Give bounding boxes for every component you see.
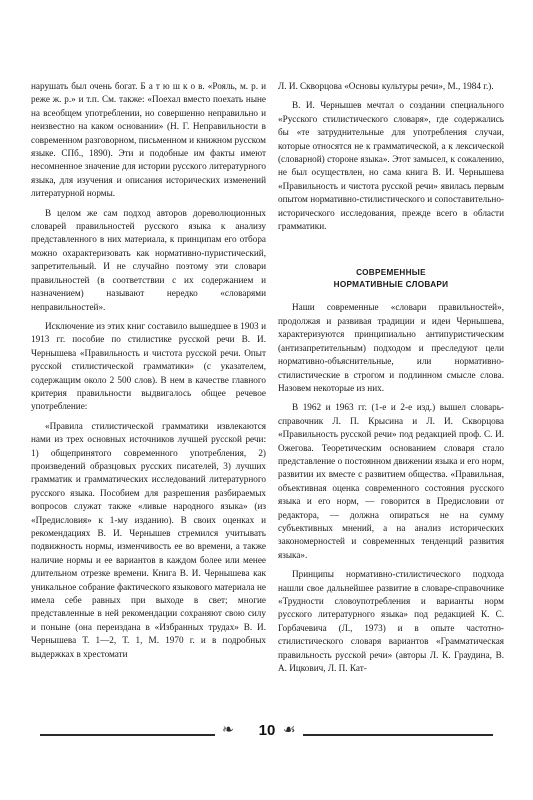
paragraph: Л. И. Скворцова «Основы культуры речи», М., 1984 г.). (278, 81, 494, 91)
paragraph: В. И. Чернышев мечтал о создании специального «Русского стилистического словаря», где содержались бы «те затруднительные для употребления случаи, которые относятся не к грамматической, а к лексической (словарной) стороне языка». Этот замысел, к сожалению, не был осуществлен, но сама книга В. И. Чернышева «Правильность и чистота русской речи» явилась первым опытом нормативно-стилистического и сопоставительно-исторического исследования, прежде всего в области грамматики. (278, 100, 504, 232)
section-heading (278, 267, 504, 291)
flourish-left-icon: ❧ (222, 722, 234, 738)
footer-rule-left (40, 734, 215, 736)
left-column (31, 80, 266, 661)
page-number: 10 (258, 722, 276, 739)
section-heading-line: СОВРЕМЕННЫЕ (356, 268, 426, 278)
paragraph: нарушать был очень богат. Б а т ю ш к о в. «Рояль, м. р. и реже ж. р.» и т.п. См. также: «Поехал вместо поехать ныне на всеобщем употреблении, но совершенно неправильно и неизвестно на каком основании» (Н. Г. Неправильности в современном разговорном, письменном и книжном русском языке. СПб., 1890). Эти и подобные им факты имеют несомненное значение для истории русского литературного языка, для изучения и описания исторических изменений литературной нормы. (31, 81, 266, 199)
footer-rule-right (303, 734, 493, 736)
paragraph: В 1962 и 1963 гг. (1-е и 2-е изд.) вышел словарь-справочник Л. П. Крысина и Л. И. Скворцова «Правильность русской речи» под редакцией проф. С. И. Ожегова. Теоретическим основанием словаря стало представление о постоянном движении языка и его норм, развитии их вместе с развитием общества. «Правильная, объективная оценка современного состояния русского языка и его норм, — говорится в Предисловии от редактора, — должна опираться не на сумму субъективных мнений, а на анализ исторических закономерностей и современных тенденций развития языка». (278, 402, 504, 560)
right-column (278, 80, 504, 675)
section-heading-line: НОРМАТИВНЫЕ СЛОВАРИ (333, 280, 449, 290)
paragraph: Принципы нормативно-стилистического подхода нашли свое дальнейшее развитие в словаре-справочнике «Трудности словоупотребления и варианты норм русского литературного языка» под редакцией К. С. Горбачевича (Л., 1973) и в опыте частотно-стилистического словаря вариантов «Грамматическая правильность русской речи» (авторы Л. К. Граудина, В. А. Ицкович, Л. П. Кат- (278, 569, 504, 674)
paragraph: В целом же сам подход авторов дореволюционных словарей правильностей русского языка к анализу представленного в них материала, к принципам его отбора можно охарактеризовать как нормативно-пуристический, запретительный. И не случайно поэтому эти словари правильностей (в соответствии с их содержанием и назначением) называют нередко «словарями неправильностей». (31, 207, 266, 312)
paragraph: Исключение из этих книг составило вышедшее в 1903 и 1913 гг. пособие по стилистике русской речи В. И. Чернышева «Правильность и чистота русской речи. Опыт русской стилистической грамматики» (с указателем, содержащим около 2 500 слов). В нем в качестве главного критерия правильности выдвигалось общее речевое употребление: (31, 320, 266, 412)
paragraph: «Правила стилистической грамматики извлекаются нами из трех основных источников лучшей русской речи: 1) общепринятого современного употребления, 2) произведений образцовых русских писателей, 3) лучших грамматик и грамматических исследований литературного русского языка. Пособием для разрешения разбираемых вопросов служат также «ливые народного языка» (из «Предисловия» к 1-му изданию). В своих оценках и рекомендациях В. И. Чернышев стремился учитывать подвижность нормы, изменчивость ее во времени, а также наличие нормы и ее вариантов в каждом более или менее длительном отрезке времени. Книга В. И. Чернышева как уникальное собрание фактического языкового материала не имела себе равных при выходе в свет; многие представленные в ней рекомендации сохраняют свою силу и поныне (она переиздана в «Избранных трудах» В. И. Чернышева Т. 1—2, Т. 1, М. 1970 г. и в подробных выдержках в хрестомати (31, 420, 266, 659)
paragraph: Наши современные «словари правильностей», продолжая и развивая традиции и идеи Чернышева, характеризуются принципиально антипуристическим (антизапретительным) подходом и преследуют цели нормативно-объяснительные, или нормативно-стилистические в строгом и подлинном смысле слова. Назовем некоторые из них. (278, 302, 504, 393)
flourish-right-icon: ☙ (283, 722, 296, 738)
